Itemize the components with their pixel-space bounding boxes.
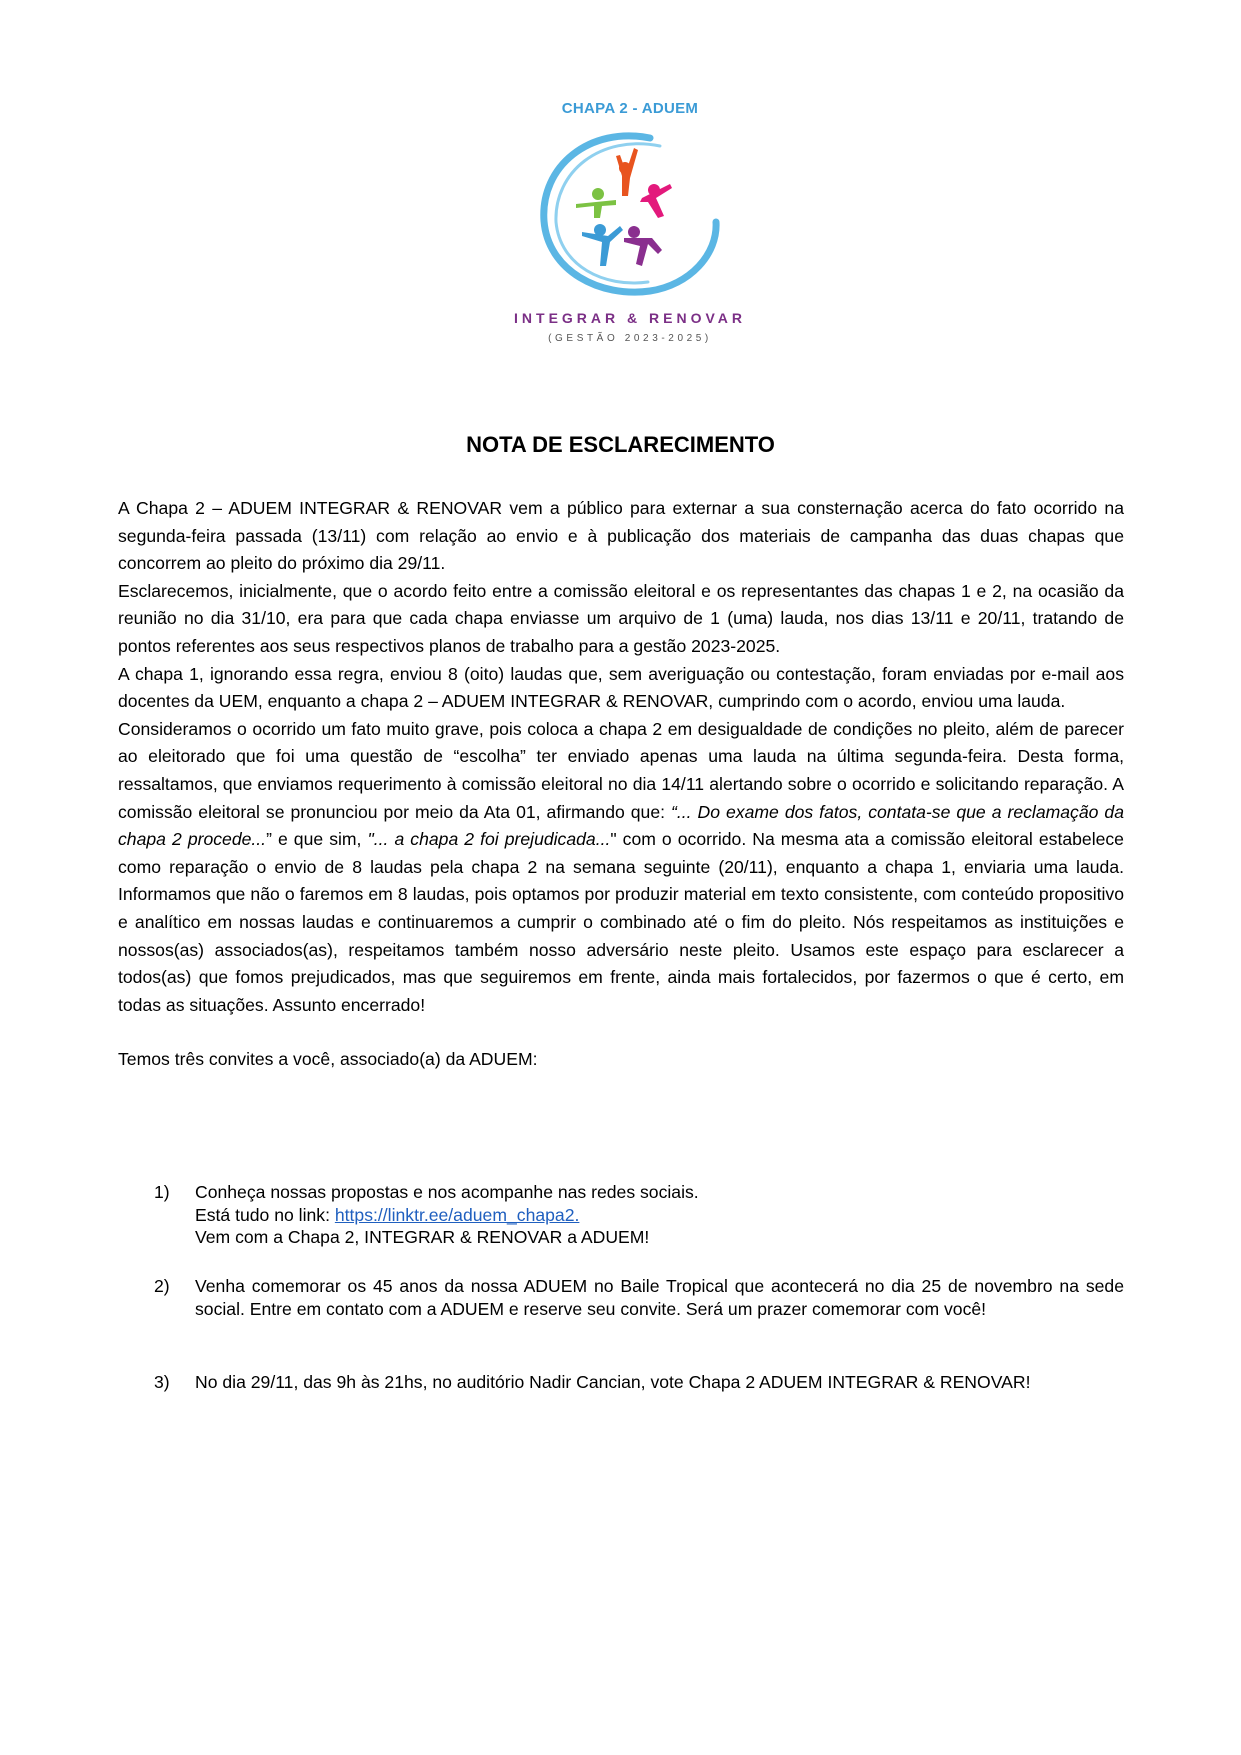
list-item xyxy=(154,1275,1124,1345)
list-text xyxy=(195,1181,1124,1249)
linktree-link[interactable]: https://linktr.ee/aduem_chapa2. xyxy=(334,1204,580,1225)
list-text: Venha comemorar os 45 anos da nossa ADUEM no Baile Tropical que acontecerá no dia 25 de novembro na sede social. Entre em contato com a ADUEM e reserve seu convite. Será um prazer comemorar com você! xyxy=(195,1276,1124,1319)
link-prefix: Está tudo no link: xyxy=(195,1204,335,1225)
quote-1: “... Do exame dos fatos, contata-se que a reclamação da chapa 2 procede... xyxy=(118,801,1124,850)
paragraph-2: Esclarecemos, inicialmente, que o acordo feito entre a comissão eleitoral e os representantes das chapas 1 e 2, na ocasião da reunião no dia 31/10, era para que cada chapa enviasse um arquivo de 1 (uma) lauda, nos dias 13/11 e 20/11, tratando de pontos referentes aos seus respectivos planos de trabalho para a gestão 2023-2025. xyxy=(118,580,1124,656)
list-text: No dia 29/11, das 9h às 21hs, no auditório Nadir Cancian, vote Chapa 2 ADUEM INTEGRAR & RENOVAR! xyxy=(195,1372,1031,1392)
list-line: Vem com a Chapa 2, INTEGRAR & RENOVAR a ADUEM! xyxy=(195,1227,650,1247)
paragraph-4-part-c: " com o ocorrido. Na mesma ata a comissão eleitoral estabelece como reparação o envio de 8 laudas pela chapa 2 na semana seguinte (20/11), enquanto a chapa 1, enviaria uma lauda. Informamos que não o faremos em 8 laudas, pois optamos por produzir material em texto consistente, com conteúdo propositivo e analítico em nossas laudas e continuaremos a cumprir o combinado até o fim do pleito. Nós respeitamos as instituições e nossos(as) associados(as), respeitamos também nosso adversário neste pleito. Usamos este espaço para esclarecer a todos(as) que fomos prejudicados, mas que seguiremos em frente, ainda mais fortalecidos, por fazermos o que é certo, em todas as situações. Assunto encerrado! xyxy=(118,829,1124,1015)
chapa-logo xyxy=(500,96,760,356)
list-number: 3) xyxy=(154,1372,170,1392)
document-body xyxy=(118,495,1124,1074)
paragraph-4-part-b: ” e que sim, xyxy=(266,829,368,850)
list-line xyxy=(195,1204,1124,1227)
paragraph-5: Temos três convites a você, associado(a) da ADUEM: xyxy=(118,1049,538,1070)
list-number: 1) xyxy=(154,1182,170,1202)
list-number: 2) xyxy=(154,1276,170,1296)
quote-2: "... a chapa 2 foi prejudicada... xyxy=(367,829,611,850)
list-item xyxy=(154,1181,1124,1251)
paragraph-3: A chapa 1, ignorando essa regra, enviou 8 (oito) laudas que, sem averiguação ou contestação, foram enviadas por e-mail aos docentes da UEM, enquanto a chapa 2 – ADUEM INTEGRAR & RENOVAR, cumprindo com o acordo, enviou uma lauda. xyxy=(118,663,1124,712)
list-line: Conheça nossas propostas e nos acompanhe nas redes sociais. xyxy=(195,1182,699,1202)
paragraph-4-part-a: Consideramos o ocorrido um fato muito grave, pois coloca a chapa 2 em desigualdade de condições no pleito, além de parecer ao eleitorado que foi uma questão de “escolha” ter enviado apenas uma lauda na última segunda-feira. Desta forma, ressaltamos, que enviamos requerimento à comissão eleitoral no dia 14/11 alertando sobre o ocorrido e solicitando reparação. A comissão eleitoral se pronunciou por meio da Ata 01, afirmando que: xyxy=(118,718,1124,822)
paragraph-1: A Chapa 2 – ADUEM INTEGRAR & RENOVAR vem a público para externar a sua consternação acerca do fato ocorrido na segunda-feira passada (13/11) com relação ao envio e à publicação dos materiais de campanha das duas chapas que concorrem ao pleito do próximo dia 29/11. xyxy=(118,498,1124,574)
logo-subtagline: (GESTÃO 2023-2025) xyxy=(548,333,712,344)
logo-emblem-icon xyxy=(530,126,730,306)
logo-title: CHAPA 2 - ADUEM xyxy=(561,100,699,117)
document-title: NOTA DE ESCLARECIMENTO xyxy=(466,432,775,457)
list-item xyxy=(154,1371,1124,1419)
logo-tagline: INTEGRAR & RENOVAR xyxy=(514,310,746,326)
paragraph-4 xyxy=(118,716,1124,1020)
